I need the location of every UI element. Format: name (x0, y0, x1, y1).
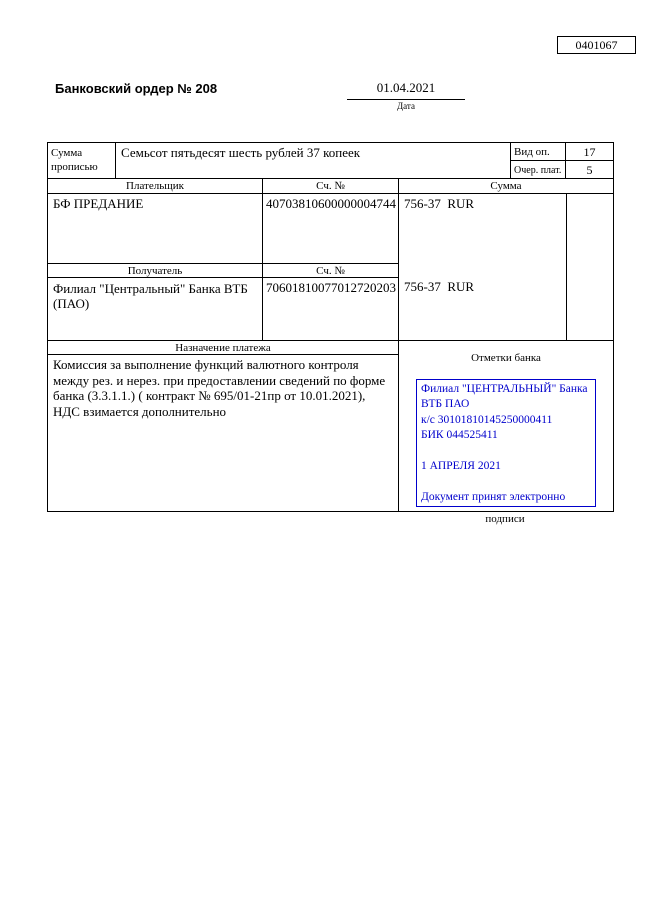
stamp-line: 1 АПРЕЛЯ 2021 (421, 460, 501, 473)
payer-account-header: Сч. № (263, 179, 399, 194)
payer-header: Плательщик (48, 179, 263, 194)
payee-name: Филиал "Центральный" Банка ВТБ (ПАО) (48, 278, 263, 341)
payee-header: Получатель (48, 264, 263, 278)
date-block (347, 80, 465, 111)
payment-priority-value: 5 (566, 161, 613, 179)
payer-account: 40703810600000004744 (263, 194, 399, 264)
stamp-line: Филиал "ЦЕНТРАЛЬНЫЙ" Банка (421, 383, 588, 395)
form-code-value: 0401067 (575, 38, 618, 52)
form-code-box (557, 36, 636, 54)
operation-type-value: 17 (566, 143, 613, 161)
amount-label-line2: прописью (51, 161, 98, 173)
stamp-line (421, 444, 591, 459)
sum-header: Сумма (399, 179, 613, 194)
bank-stamp (416, 379, 596, 507)
operation-type-label: Вид оп. (511, 143, 566, 161)
amount-in-words-value: Семьсот пятьдесят шесть рублей 37 копеек (116, 143, 511, 179)
stamp-line: к/с 30101810145250000411 (421, 413, 553, 426)
stamp-line: БИК 044525411 (421, 429, 498, 442)
sum-column (399, 194, 613, 341)
order-table (47, 142, 614, 512)
amount-in-words-label (48, 143, 116, 179)
payee-sum: 756-37 RUR (404, 279, 475, 294)
purpose-text: Комиссия за выполнение функций валютного контроля между рез. и нерез. при предоставлении сведений по форме банка (3.3.1.1.) ( контракт № 695/01-21пр от 10.01.2021), НДС взимается дополнительно (48, 355, 399, 511)
payee-account: 70601810077012720203 (263, 278, 399, 341)
document-title: Банковский ордер № 208 (55, 81, 218, 96)
purpose-header: Назначение платежа (48, 341, 399, 355)
payment-priority-label: Очер. плат. (511, 161, 566, 179)
payee-account-header: Сч. № (263, 264, 399, 278)
sum-column-divider (566, 194, 567, 341)
stamp-line: ВТБ ПАО (421, 398, 470, 411)
date-value: 01.04.2021 (347, 80, 465, 100)
payer-name: БФ ПРЕДАНИЕ (48, 194, 263, 264)
stamp-line: Документ принят электронно (421, 490, 566, 503)
date-label: Дата (397, 101, 415, 111)
signatures-label: подписи (485, 513, 525, 525)
payer-sum: 756-37 RUR (404, 196, 475, 211)
stamp-line (421, 474, 591, 489)
bank-marks-header: Отметки банка (471, 352, 541, 364)
amount-label-line1: Сумма (51, 147, 83, 159)
bank-marks-area (399, 341, 613, 511)
